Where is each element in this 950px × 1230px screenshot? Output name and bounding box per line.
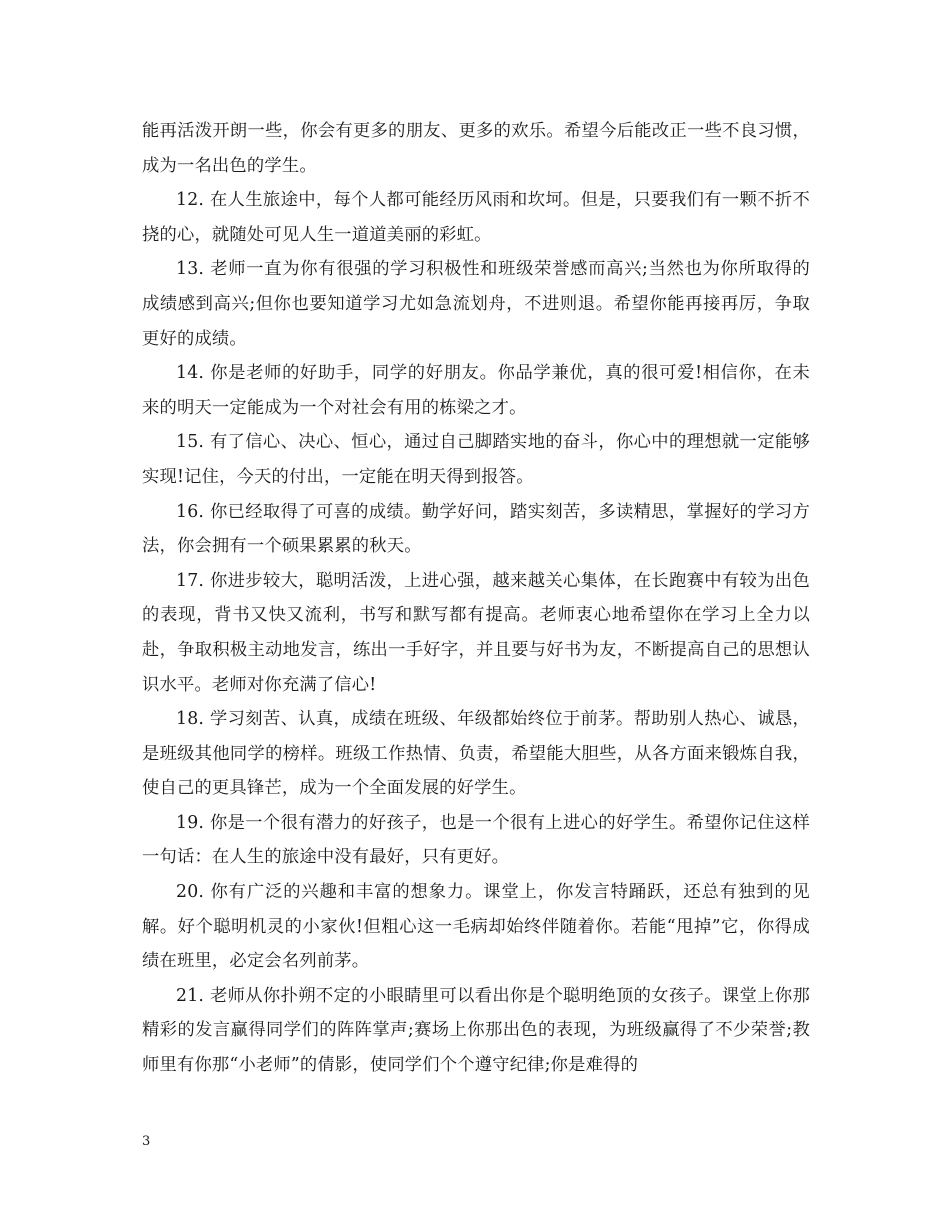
paragraph-item-15: 15. 有了信心、决心、恒心，通过自己脚踏实地的奋斗，你心中的理想就一定能够实现!记住，今天的付出，一定能在明天得到报答。 xyxy=(142,432,810,487)
paragraph-item-18: 18. 学习刻苦、认真，成绩在班级、年级都始终位于前茅。帮助别人热心、诚恳，是班级其他同学的榜样。班级工作热情、负责，希望能大胆些，从各方面来锻炼自我，使自己的更具锋芒，成为一个全面发展的好学生。 xyxy=(142,709,810,799)
paragraph-item-16: 16. 你已经取得了可喜的成绩。勤学好问，踏实刻苦，多读精思，掌握好的学习方法，你会拥有一个硕果累累的秋天。 xyxy=(142,501,810,557)
paragraph-item-13: 13. 老师一直为你有很强的学习积极性和班级荣誉感而高兴;当然也为你所取得的成绩感到高兴;但你也要知道学习尤如急流划舟，不进则退。希望你能再接再厉，争取更好的成绩。 xyxy=(142,259,810,349)
paragraph-item-17: 17. 你进步较大，聪明活泼，上进心强，越来越关心集体，在长跑赛中有较为出色的表现，背书又快又流利，书写和默写都有提高。老师衷心地希望你在学习上全力以赴，争取积极主动地发言，练出一手好字，并且要与好书为友，不断提高自己的思想认识水平。老师对你充满了信心! xyxy=(142,570,810,695)
paragraph-item-19: 19. 你是一个很有潜力的好孩子，也是一个很有上进心的好学生。希望你记住这样一句话：在人生的旅途中没有最好，只有更好。 xyxy=(142,812,810,868)
page-number: 3 xyxy=(142,1134,151,1149)
paragraph-item-21: 21. 老师从你扑朔不定的小眼睛里可以看出你是个聪明绝顶的女孩子。课堂上你那精彩的发言赢得同学们的阵阵掌声;赛场上你那出色的表现，为班级赢得了不少荣誉;教师里有你那“小老师”的倩影，使同学们个个遵守纪律;你是难得的 xyxy=(142,985,810,1076)
paragraph-item-20: 20. 你有广泛的兴趣和丰富的想象力。课堂上，你发言特踊跃，还总有独到的见解。好个聪明机灵的小家伙!但粗心这一毛病却始终伴随着你。若能“甩掉”它，你得成绩在班里，必定会名列前茅。 xyxy=(142,882,810,972)
paragraph-item-14: 14. 你是老师的好助手，同学的好朋友。你品学兼优，真的很可爱!相信你，在未来的明天一定能成为一个对社会有用的栋梁之才。 xyxy=(142,363,810,418)
paragraph-continued: 能再活泼开朗一些，你会有更多的朋友、更多的欢乐。希望今后能改正一些不良习惯，成为一名出色的学生。 xyxy=(142,121,810,176)
paragraph-item-12: 12. 在人生旅途中，每个人都可能经历风雨和坎坷。但是，只要我们有一颗不折不挠的心，就随处可见人生一道道美丽的彩虹。 xyxy=(142,190,810,245)
document-body xyxy=(142,114,810,1083)
